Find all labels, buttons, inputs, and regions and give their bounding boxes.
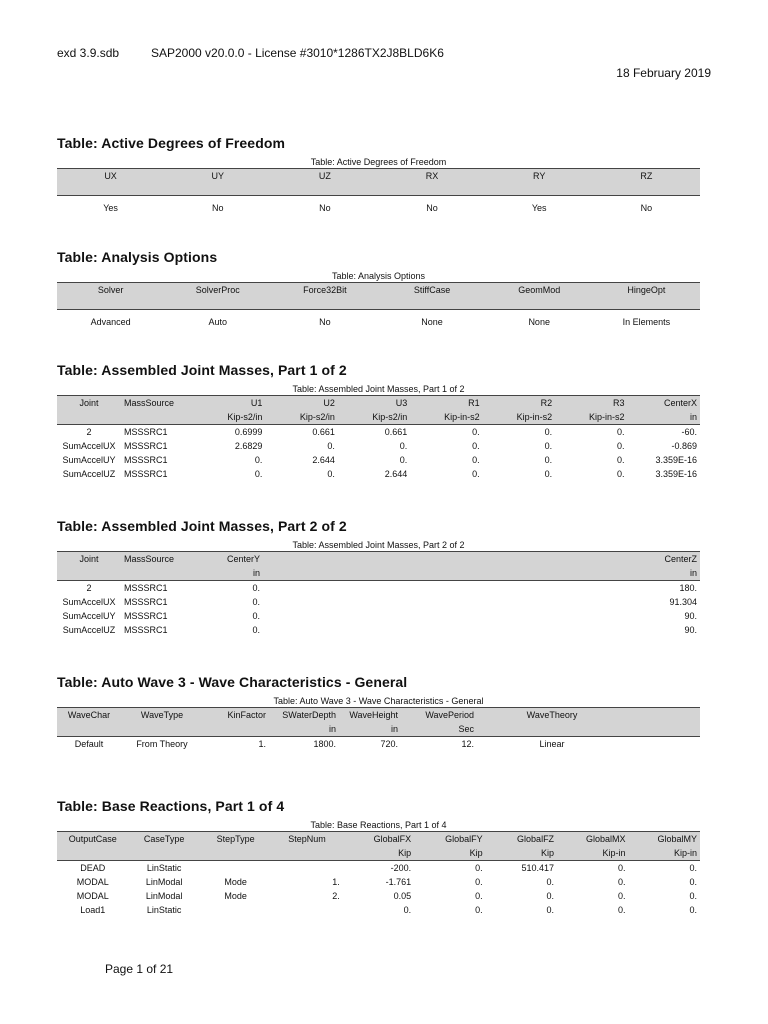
table-cell: LinStatic bbox=[146, 905, 182, 915]
table-cell: 2. bbox=[332, 891, 340, 901]
unit-label: Kip-in bbox=[629, 846, 701, 861]
table-cell: MSSSRC1 bbox=[124, 583, 168, 593]
table-caption: Table: Assembled Joint Masses, Part 1 of 2 bbox=[292, 384, 465, 394]
page-number: Page 1 of 21 bbox=[105, 962, 174, 976]
table-caption: Table: Active Degrees of Freedom bbox=[310, 157, 447, 167]
table-cell: 0. bbox=[544, 469, 553, 479]
table-cell: -1.761 bbox=[385, 877, 412, 887]
table-row bbox=[57, 453, 700, 467]
column-header: Joint bbox=[57, 552, 121, 567]
table-cell: 0. bbox=[399, 441, 408, 451]
table-cell: No bbox=[319, 203, 331, 213]
table-cell: 0. bbox=[617, 905, 626, 915]
table-cell: 0. bbox=[252, 583, 260, 593]
table-cell: SumAccelUX bbox=[62, 441, 116, 451]
unit-label bbox=[121, 722, 203, 737]
unit-label: in bbox=[630, 566, 700, 581]
table-cell bbox=[263, 623, 630, 637]
table-cell: Auto bbox=[208, 317, 227, 327]
table-cell: -200. bbox=[390, 863, 412, 873]
unit-label: in bbox=[339, 722, 401, 737]
unit-label: Kip-in bbox=[557, 846, 628, 861]
header-spacer bbox=[627, 708, 700, 723]
table-active-dof bbox=[57, 168, 700, 215]
table-row bbox=[57, 737, 700, 752]
unit-label bbox=[121, 410, 193, 425]
column-header: CenterX bbox=[628, 396, 700, 411]
table-cell: 0. bbox=[617, 469, 625, 479]
column-header: R2 bbox=[483, 396, 555, 411]
table-cell: In Elements bbox=[622, 317, 671, 327]
table-cell: DEAD bbox=[80, 863, 106, 873]
column-header: SolverProc bbox=[164, 283, 271, 310]
table-cell: 510.417 bbox=[521, 863, 555, 873]
table-cell: 0. bbox=[252, 597, 260, 607]
column-header: R3 bbox=[555, 396, 627, 411]
column-header: GlobalMY bbox=[629, 832, 701, 847]
header-spacer bbox=[627, 722, 700, 737]
column-header: WaveTheory bbox=[477, 708, 627, 723]
unit-label: Kip-s2/in bbox=[193, 410, 265, 425]
header-date: 18 February 2019 bbox=[616, 66, 711, 80]
table-units-row bbox=[57, 722, 700, 737]
table-cell: 2.644 bbox=[384, 469, 408, 479]
table-cell: 0. bbox=[544, 441, 553, 451]
table-cell: SumAccelUZ bbox=[62, 469, 116, 479]
column-header: RX bbox=[378, 169, 485, 196]
table-cell: 0. bbox=[327, 469, 335, 479]
unit-label bbox=[57, 566, 121, 581]
unit-label bbox=[57, 846, 128, 861]
table-cell: LinModal bbox=[145, 891, 183, 901]
unit-label: in bbox=[269, 722, 339, 737]
column-header: U3 bbox=[338, 396, 410, 411]
table-header-row bbox=[57, 169, 700, 196]
unit-label: Kip bbox=[486, 846, 557, 861]
table-caption: Table: Analysis Options bbox=[331, 271, 426, 281]
table-analysis-options bbox=[57, 282, 700, 329]
table-row bbox=[57, 875, 700, 889]
table-cell: 0. bbox=[617, 455, 625, 465]
column-header: CenterZ bbox=[630, 552, 700, 567]
unit-label bbox=[128, 846, 199, 861]
table-cell: 1800. bbox=[313, 739, 336, 749]
table-cell: -60. bbox=[681, 427, 697, 437]
column-header: WaveHeight bbox=[339, 708, 401, 723]
table-header-row bbox=[57, 283, 700, 310]
column-header: CenterY bbox=[193, 552, 263, 567]
section-title: Table: Base Reactions, Part 1 of 4 bbox=[57, 798, 285, 814]
column-header: GeomMod bbox=[486, 283, 593, 310]
unit-label bbox=[477, 722, 627, 737]
header-filename: exd 3.9.sdb bbox=[57, 46, 120, 60]
table-cell: -0.869 bbox=[671, 441, 697, 451]
section-analysis-options bbox=[57, 249, 700, 329]
table-cell: 0. bbox=[254, 455, 263, 465]
table-cell: 2.644 bbox=[312, 455, 335, 465]
section-title: Table: Auto Wave 3 - Wave Characteristics - General bbox=[57, 674, 408, 690]
table-cell: Mode bbox=[224, 877, 247, 887]
table-cell: None bbox=[421, 317, 443, 327]
section-title: Table: Analysis Options bbox=[57, 249, 218, 265]
unit-label: Kip-in-s2 bbox=[410, 410, 482, 425]
table-cell: Yes bbox=[531, 203, 547, 213]
table-cell: SumAccelUZ bbox=[62, 625, 116, 635]
table-cell: 0. bbox=[475, 905, 483, 915]
table-cell: Advanced bbox=[90, 317, 131, 327]
table-header-row bbox=[57, 396, 700, 411]
table-header-row bbox=[57, 832, 700, 847]
unit-label bbox=[57, 410, 121, 425]
table-cell: 91.304 bbox=[669, 597, 697, 607]
table-row bbox=[57, 581, 700, 596]
column-header: U2 bbox=[265, 396, 337, 411]
table-row bbox=[57, 310, 700, 330]
table-cell: From Theory bbox=[136, 739, 188, 749]
unit-label bbox=[57, 722, 121, 737]
table-row bbox=[57, 889, 700, 903]
table-cell: 0. bbox=[689, 863, 697, 873]
section-title: Table: Assembled Joint Masses, Part 1 of 2 bbox=[57, 362, 347, 378]
column-header: OutputCase bbox=[57, 832, 128, 847]
column-header: WaveChar bbox=[57, 708, 121, 723]
table-cell: Load1 bbox=[80, 905, 106, 915]
table-cell: 90. bbox=[684, 611, 697, 621]
table-cell: SumAccelUY bbox=[62, 611, 116, 621]
table-cell: 0. bbox=[617, 441, 625, 451]
section-active-dof bbox=[57, 135, 700, 215]
table-auto-wave bbox=[57, 707, 700, 751]
table-cell: Default bbox=[74, 739, 104, 749]
table-cell: 0. bbox=[403, 905, 412, 915]
table-cell: 2 bbox=[86, 427, 92, 437]
unit-label bbox=[263, 566, 630, 581]
unit-label bbox=[203, 722, 269, 737]
table-header-row bbox=[57, 552, 700, 567]
table-cell: 180. bbox=[679, 583, 697, 593]
table-cell: 0. bbox=[475, 877, 483, 887]
table-units-row bbox=[57, 566, 700, 581]
column-header: WavePeriod bbox=[401, 708, 477, 723]
column-header: Solver bbox=[57, 283, 164, 310]
unit-label bbox=[200, 846, 271, 861]
column-header: GlobalFX bbox=[343, 832, 414, 847]
table-cell bbox=[200, 861, 271, 876]
header-program-license: SAP2000 v20.0.0 - License #3010*1286TX2J8BLD6K6 bbox=[151, 46, 444, 60]
table-cell: MSSSRC1 bbox=[124, 611, 168, 621]
table-row bbox=[57, 903, 700, 917]
table-cell: 2 bbox=[86, 583, 92, 593]
unit-label: Sec bbox=[401, 722, 477, 737]
table-cell: 0. bbox=[399, 455, 408, 465]
table-cell: LinModal bbox=[145, 877, 183, 887]
column-header: SWaterDepth bbox=[269, 708, 339, 723]
column-header: R1 bbox=[410, 396, 482, 411]
table-cell: 0. bbox=[546, 905, 555, 915]
table-cell: 720. bbox=[380, 739, 398, 749]
table-row bbox=[57, 196, 700, 216]
table-cell: 0.661 bbox=[312, 427, 335, 437]
table-units-row bbox=[57, 410, 700, 425]
table-cell: 0.661 bbox=[384, 427, 408, 437]
section-title: Table: Assembled Joint Masses, Part 2 of 2 bbox=[57, 518, 347, 534]
column-header: KinFactor bbox=[203, 708, 269, 723]
column-header: UX bbox=[57, 169, 164, 196]
column-header: StepType bbox=[200, 832, 271, 847]
table-cell: 0. bbox=[689, 891, 697, 901]
column-header: StepNum bbox=[271, 832, 342, 847]
table-cell: LinStatic bbox=[146, 863, 182, 873]
table-cell: No bbox=[640, 203, 653, 213]
table-cell: MSSSRC1 bbox=[124, 455, 168, 465]
table-cell: 0.05 bbox=[393, 891, 412, 901]
column-header: RZ bbox=[593, 169, 700, 196]
table-cell bbox=[271, 903, 342, 917]
table-cell: 1. bbox=[258, 739, 266, 749]
table-row bbox=[57, 595, 700, 609]
table-cell: Yes bbox=[103, 203, 118, 213]
table-cell: 0. bbox=[689, 905, 697, 915]
table-cell: MODAL bbox=[76, 877, 109, 887]
table-cell: MODAL bbox=[76, 891, 109, 901]
column-header: UZ bbox=[271, 169, 378, 196]
table-cell: 0. bbox=[475, 891, 483, 901]
table-cell: MSSSRC1 bbox=[124, 625, 168, 635]
unit-label: Kip-s2/in bbox=[338, 410, 410, 425]
row-spacer bbox=[627, 737, 700, 752]
table-cell: MSSSRC1 bbox=[124, 427, 168, 437]
table-cell: 0. bbox=[617, 863, 626, 873]
section-joint-masses-part2 bbox=[57, 518, 700, 637]
table-cell: 0. bbox=[617, 427, 625, 437]
section-joint-masses-part1 bbox=[57, 362, 700, 481]
table-cell bbox=[263, 581, 630, 596]
table-cell bbox=[263, 595, 630, 609]
table-cell: 0.6999 bbox=[234, 427, 263, 437]
column-header: Joint bbox=[57, 396, 121, 411]
table-joint-masses-part2 bbox=[57, 551, 700, 637]
column-header: U1 bbox=[193, 396, 265, 411]
table-cell: None bbox=[528, 317, 550, 327]
table-cell: SumAccelUY bbox=[62, 455, 116, 465]
table-base-reactions bbox=[57, 831, 700, 917]
unit-label bbox=[271, 846, 342, 861]
table-cell: 12. bbox=[461, 739, 474, 749]
unit-label: Kip bbox=[343, 846, 414, 861]
section-base-reactions bbox=[57, 798, 700, 917]
unit-label: Kip bbox=[414, 846, 485, 861]
unit-label: Kip-in-s2 bbox=[483, 410, 555, 425]
table-cell bbox=[200, 903, 271, 917]
column-header: GlobalFZ bbox=[486, 832, 557, 847]
table-cell: 0. bbox=[252, 625, 260, 635]
table-cell: 0. bbox=[689, 877, 697, 887]
table-cell: No bbox=[426, 203, 438, 213]
table-cell: 0. bbox=[252, 611, 260, 621]
table-cell: 0. bbox=[546, 877, 555, 887]
table-cell: 90. bbox=[684, 625, 697, 635]
table-cell: 3.359E-16 bbox=[655, 469, 697, 479]
table-cell: 0. bbox=[544, 427, 553, 437]
table-row bbox=[57, 467, 700, 481]
table-cell: Mode bbox=[224, 891, 247, 901]
column-header: GlobalMX bbox=[557, 832, 628, 847]
table-cell: 0. bbox=[472, 455, 480, 465]
column-header: HingeOpt bbox=[593, 283, 700, 310]
table-cell: 0. bbox=[472, 427, 480, 437]
table-cell bbox=[263, 609, 630, 623]
table-cell: 0. bbox=[472, 469, 480, 479]
table-caption: Table: Assembled Joint Masses, Part 2 of 2 bbox=[292, 540, 465, 550]
table-cell: 0. bbox=[546, 891, 555, 901]
table-row bbox=[57, 623, 700, 637]
column-header: Force32Bit bbox=[271, 283, 378, 310]
table-cell: No bbox=[211, 203, 224, 213]
table-cell: 2.6829 bbox=[234, 441, 263, 451]
table-cell: 0. bbox=[254, 469, 263, 479]
table-cell: 0. bbox=[544, 455, 553, 465]
column-header: CaseType bbox=[128, 832, 199, 847]
table-cell: 0. bbox=[327, 441, 335, 451]
table-units-row bbox=[57, 846, 700, 861]
table-caption: Table: Base Reactions, Part 1 of 4 bbox=[310, 820, 447, 830]
column-header: UY bbox=[164, 169, 271, 196]
column-header: RY bbox=[486, 169, 593, 196]
column-header: StiffCase bbox=[378, 283, 485, 310]
table-header-row bbox=[57, 708, 700, 723]
table-row bbox=[57, 425, 700, 440]
table-cell: 0. bbox=[475, 863, 483, 873]
table-row bbox=[57, 861, 700, 876]
column-header: MassSource bbox=[121, 396, 193, 411]
section-title: Table: Active Degrees of Freedom bbox=[57, 135, 286, 151]
column-header: GlobalFY bbox=[414, 832, 485, 847]
table-cell: 3.359E-16 bbox=[655, 455, 697, 465]
table-row bbox=[57, 609, 700, 623]
unit-label bbox=[121, 566, 193, 581]
section-auto-wave bbox=[57, 674, 700, 751]
table-cell: Linear bbox=[539, 739, 565, 749]
table-row bbox=[57, 439, 700, 453]
table-cell bbox=[271, 861, 342, 876]
column-header bbox=[263, 552, 630, 567]
table-cell: No bbox=[319, 317, 331, 327]
table-cell: MSSSRC1 bbox=[124, 469, 168, 479]
table-cell: 0. bbox=[617, 891, 626, 901]
table-cell: 0. bbox=[617, 877, 626, 887]
table-joint-masses-part1 bbox=[57, 395, 700, 481]
table-cell: MSSSRC1 bbox=[124, 441, 168, 451]
unit-label: Kip-in-s2 bbox=[555, 410, 627, 425]
table-cell: 1. bbox=[332, 877, 340, 887]
unit-label: in bbox=[193, 566, 263, 581]
table-caption: Table: Auto Wave 3 - Wave Characteristics - General bbox=[273, 696, 484, 706]
column-header: MassSource bbox=[121, 552, 193, 567]
unit-label: Kip-s2/in bbox=[265, 410, 337, 425]
column-header: WaveType bbox=[121, 708, 203, 723]
unit-label: in bbox=[628, 410, 700, 425]
table-cell: MSSSRC1 bbox=[124, 597, 168, 607]
table-cell: 0. bbox=[472, 441, 480, 451]
table-cell: SumAccelUX bbox=[62, 597, 116, 607]
